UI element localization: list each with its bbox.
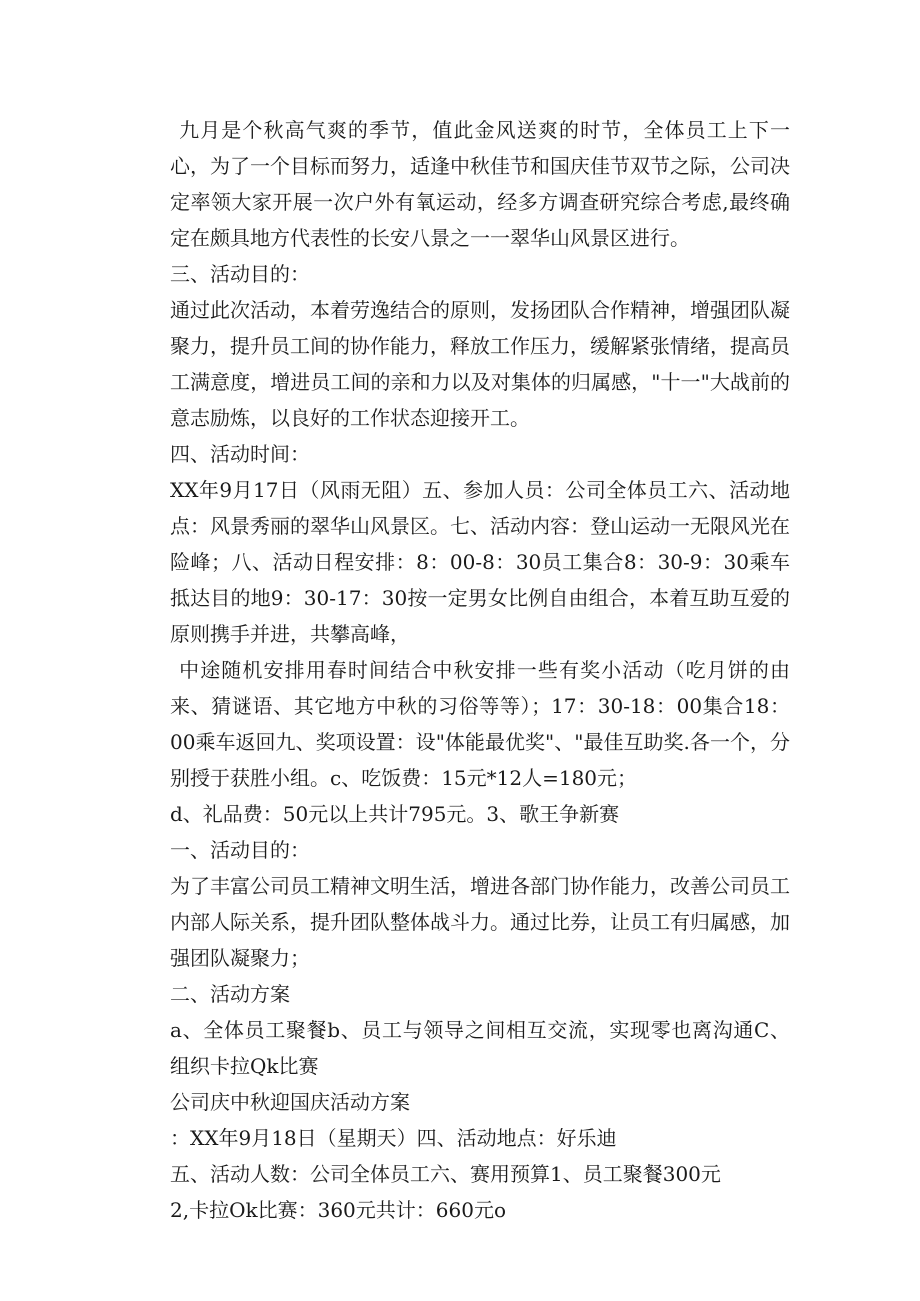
purpose-paragraph-2 [170,868,790,976]
schedule-paragraph [170,652,790,796]
section-heading-purpose-2: 一、活动目的： [170,838,310,862]
headcount-budget-line: 五、活动人数：公司全体员工六、赛用预算1、员工聚餐300元 [170,1162,721,1186]
paragraph-text: a、全体员工聚餐b、员工与领导之间相互交流，实现零也离沟通C、组织卡拉Qk比赛 [170,1018,790,1078]
document-body [170,112,790,1228]
time-paragraph [170,472,790,652]
paragraph-text: 中途随机安排用春时间结合中秋安排一些有奖小活动（吃月饼的由来、猜谜语、其它地方中秋的习俗等等）；17：30-18：00集合18：00乘车返回九、奖项设置：设"体能最优奖"、"最佳互助奖.各一个，分别授于获胜小组。c、吃饭费：15元*12人=180元； [170,658,790,790]
purpose-paragraph [170,292,790,436]
paragraph-text: 九月是个秋高气爽的季节，值此金风送爽的时节，全体员工上下一心，为了一个目标而努力，适逢中秋佳节和国庆佳节双节之际，公司决定率领大家开展一次户外有氧运动，经多方调查研究综合考虑,最终确定在颇具地方代表性的长安八景之一一翠华山风景区进行。 [170,118,790,250]
karaoke-budget-line: 2,卡拉Ok比赛：360元共计：660元o [170,1198,506,1222]
paragraph-text: XX年9月17日（风雨无阻）五、参加人员：公司全体员工六、活动地点：风景秀丽的翠华山风景区。七、活动内容：登山运动一无限风光在险峰；八、活动日程安排：8：00-8：30员工集合8：30-9：30乘车抵达目的地9：30-17：30按一定男女比例自由组合，本着互助互爱的原则携手并进，共攀高峰， [170,478,790,646]
section-heading-plan: 二、活动方案 [170,982,290,1006]
section-heading-purpose: 三、活动目的： [170,262,310,286]
section-heading-time: 四、活动时间： [170,442,310,466]
plan-paragraph [170,1012,790,1084]
paragraph-text: 为了丰富公司员工精神文明生活，增进各部门协作能力，改善公司员工内部人际关系，提升团队整体战斗力。通过比券，让员工有归属感，加强团队凝聚力； [170,874,790,970]
gift-fee-line: d、礼品费：50元以上共计795元。3、歌王争新赛 [170,802,620,826]
date-location-line: ：XX年9月18日（星期天）四、活动地点：好乐迪 [170,1126,617,1150]
intro-paragraph [170,112,790,256]
paragraph-text: 通过此次活动，本着劳逸结合的原则，发扬团队合作精神，增强团队凝聚力，提升员工间的协作能力，释放工作压力，缓解紧张情绪，提高员工满意度，增进员工间的亲和力以及对集体的归属感，"十一"大战前的意志励炼，以良好的工作状态迎接开工。 [170,298,790,430]
plan-title-line: 公司庆中秋迎国庆活动方案 [170,1090,410,1114]
